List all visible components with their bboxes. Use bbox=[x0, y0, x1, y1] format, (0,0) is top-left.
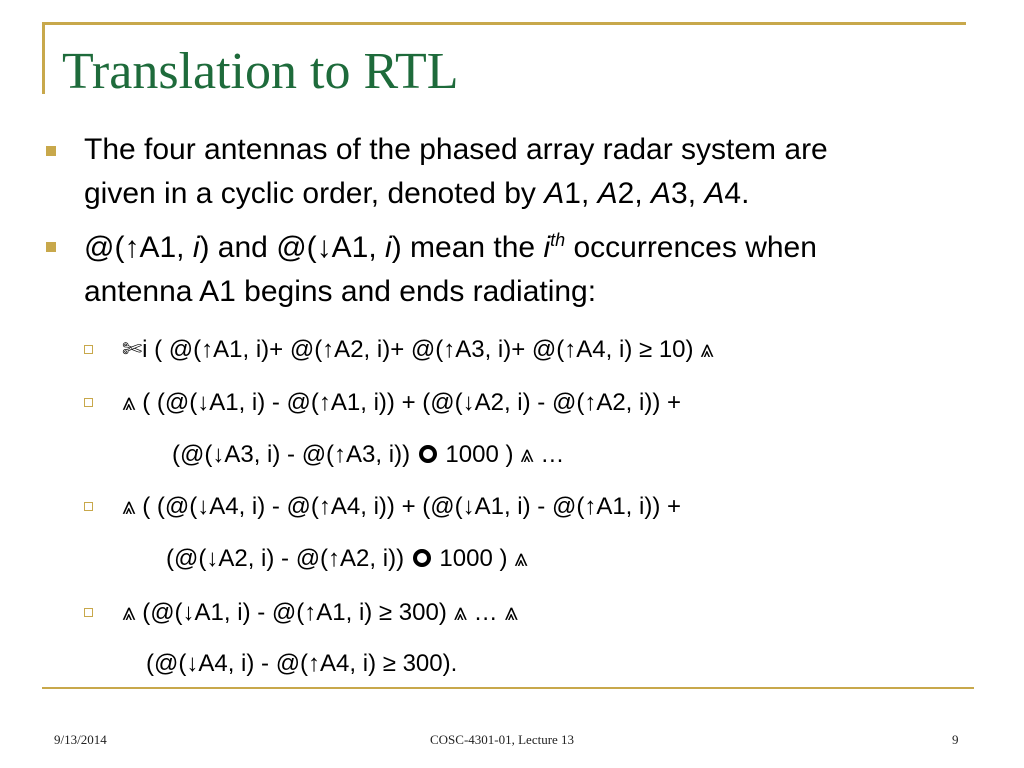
bullet-square-icon bbox=[46, 146, 56, 156]
sub-bullet-square-icon bbox=[84, 608, 93, 617]
text-segment: @(↑A1 bbox=[84, 231, 177, 264]
text-segment: occurrences when bbox=[565, 231, 817, 264]
top-rule bbox=[42, 22, 966, 25]
sub-bullet-1: ✄i ( @(↑A1, i)+ @(↑A2, i)+ @(↑A3, i)+ @(↑A4, i) ≥ 10) ⩓ bbox=[122, 336, 714, 363]
var-i: i bbox=[192, 231, 200, 264]
footer-page-number: 9 bbox=[952, 732, 959, 747]
text-segment: (@(↓A3, i) - @(↑A3, i)) bbox=[172, 441, 411, 468]
superscript-th: th bbox=[550, 230, 566, 250]
sub-bullet-4-line-2: (@(↓A4, i) - @(↑A4, i) ≥ 300). bbox=[146, 650, 458, 677]
footer-course: COSC-4301-01, Lecture 13 bbox=[430, 732, 575, 747]
text-segment: ) and @(↓A1 bbox=[199, 231, 369, 264]
circled-times-icon bbox=[419, 445, 437, 463]
sub-bullet-3-line-2 bbox=[166, 541, 528, 577]
var-num: 1 bbox=[564, 177, 581, 210]
bullet-1-line-1: The four antennas of the phased array radar system are bbox=[84, 133, 828, 166]
sub-bullet-3-line-1: ⩓ ( (@(↓A4, i) - @(↑A4, i)) + (@(↓A1, i) - @(↑A1, i)) + bbox=[122, 493, 682, 520]
circled-times-icon bbox=[413, 549, 431, 567]
sub-bullet-square-icon bbox=[84, 345, 93, 354]
bullet-square-icon bbox=[46, 242, 56, 252]
var-i: i bbox=[385, 231, 392, 264]
sub-bullet-square-icon bbox=[84, 398, 93, 407]
left-rule bbox=[42, 22, 45, 94]
bullet-2-line-2: antenna A1 begins and ends radiating: bbox=[84, 275, 597, 308]
var-a: A bbox=[704, 177, 725, 210]
bullet-1-text: given in a cyclic order, denoted by bbox=[84, 177, 545, 210]
var-num: 4 bbox=[724, 177, 742, 210]
var-a: A bbox=[597, 177, 618, 210]
slide-title: Translation to RTL bbox=[62, 43, 459, 100]
sub-bullet-2-line-1: ⩓ ( (@(↓A1, i) - @(↑A1, i)) + (@(↓A2, i) - @(↑A2, i)) + bbox=[122, 389, 682, 416]
sub-bullet-4-line-1: ⩓ (@(↓A1, i) - @(↑A1, i) ≥ 300) ⩓ … ⩓ bbox=[122, 599, 518, 626]
sub-bullet-2-line-2 bbox=[172, 437, 564, 473]
bottom-rule bbox=[42, 687, 974, 689]
var-num: 3 bbox=[671, 177, 688, 210]
var-num: 2 bbox=[617, 177, 635, 210]
bullet-2-line-1: @(↑A1, i) and @(↓A1, i) mean the $i^{th}$ occurrences when bbox=[84, 230, 817, 264]
bullet-1-line-2: given in a cyclic order, denoted by A1, A2, A3, A4. bbox=[84, 177, 750, 210]
sub-bullet-square-icon bbox=[84, 502, 93, 511]
text-segment: ) mean the bbox=[391, 231, 544, 264]
text-segment: (@(↓A2, i) - @(↑A2, i)) bbox=[166, 545, 405, 572]
text-segment: 1000 ) ⩓ … bbox=[445, 441, 565, 468]
footer-date: 9/13/2014 bbox=[54, 732, 107, 747]
var-a: A bbox=[651, 177, 672, 210]
var-i: i bbox=[543, 231, 551, 264]
text-segment: 1000 ) ⩓ bbox=[439, 545, 528, 572]
var-a: A bbox=[544, 177, 565, 210]
